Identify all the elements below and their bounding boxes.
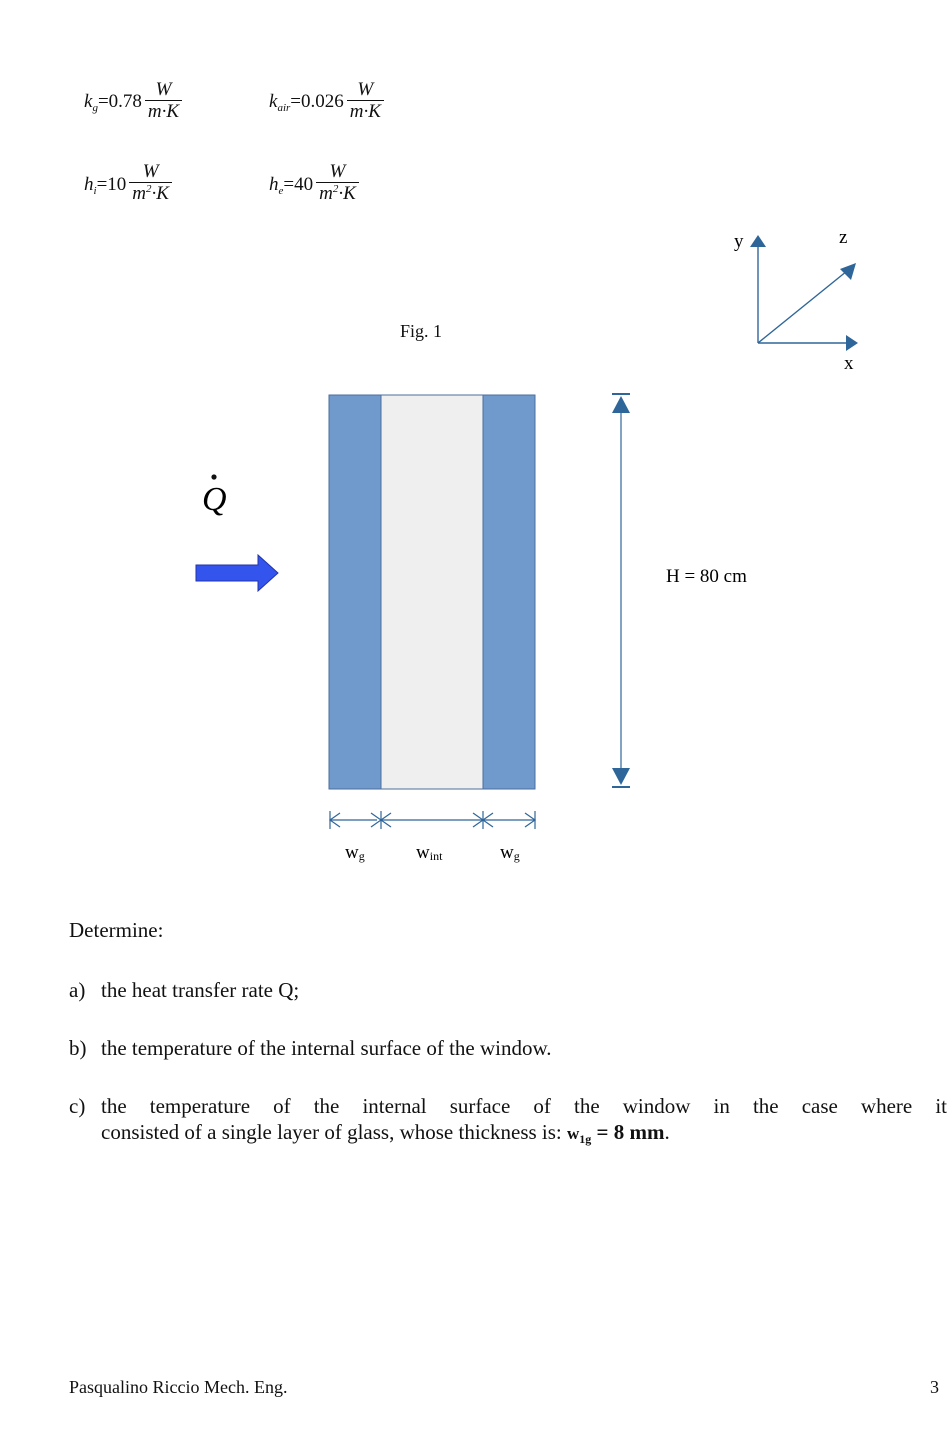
formula-hi-sub: i bbox=[93, 184, 97, 197]
formula-hi-den-post: ·K bbox=[151, 183, 169, 204]
formula-hi-fraction bbox=[129, 162, 172, 207]
formula-kair bbox=[269, 80, 384, 123]
question-c-line1: the temperature of the internal surface of the window in the case where it bbox=[101, 1094, 947, 1118]
formula-kg-numerator: W bbox=[155, 79, 172, 100]
formula-kair-symbol: k bbox=[269, 90, 278, 112]
formula-hi-numerator: W bbox=[142, 161, 159, 182]
y-axis-arrowhead bbox=[750, 235, 766, 247]
window-figure bbox=[180, 385, 780, 875]
question-a-text: the heat transfer rate Q; bbox=[101, 978, 300, 1002]
formula-he-sub: e bbox=[278, 184, 284, 197]
glass-layer-left bbox=[329, 395, 381, 789]
question-c-line2: consisted of a single layer of glass, whose thickness is: bbox=[101, 1120, 562, 1144]
formula-he-den-sup: 2 bbox=[332, 183, 339, 195]
formula-hi-den-base: m bbox=[132, 183, 147, 204]
height-dim-top-arrowhead bbox=[612, 396, 630, 413]
formula-hi bbox=[84, 162, 172, 207]
formula-he-denominator bbox=[316, 182, 359, 207]
question-b bbox=[69, 1036, 552, 1061]
question-c-line1-row bbox=[69, 1094, 947, 1119]
question-a-marker: a) bbox=[69, 978, 86, 1002]
formula-kg-sub: g bbox=[92, 101, 98, 114]
formula-kg-den: m·K bbox=[147, 101, 180, 122]
formula-he bbox=[269, 162, 359, 207]
formula-hi-den-sup: 2 bbox=[146, 183, 152, 195]
formula-kg-symbol: k bbox=[84, 90, 93, 112]
x-axis-arrowhead bbox=[846, 335, 858, 351]
formula-kair-numerator: W bbox=[357, 79, 374, 100]
z-axis-arrowhead bbox=[840, 263, 856, 280]
formula-kg-value: =0.78 bbox=[97, 90, 142, 112]
wg-right-label: wg bbox=[500, 842, 520, 863]
formula-kg-denominator bbox=[145, 100, 182, 123]
formula-kg bbox=[84, 80, 182, 123]
formula-he-symbol: h bbox=[269, 173, 279, 195]
wg-left-label: wg bbox=[345, 842, 365, 863]
question-c-var bbox=[567, 1120, 591, 1144]
formula-hi-symbol: h bbox=[84, 173, 94, 195]
question-c-var-base: w bbox=[567, 1124, 580, 1143]
height-label: H = 80 cm bbox=[666, 566, 747, 587]
page-number: 3 bbox=[930, 1377, 939, 1397]
x-axis-label: x bbox=[844, 353, 854, 374]
formula-he-fraction bbox=[316, 162, 359, 207]
z-axis-label: z bbox=[839, 227, 848, 248]
y-axis-label: y bbox=[734, 231, 744, 252]
question-b-marker: b) bbox=[69, 1036, 87, 1060]
formula-he-numerator: W bbox=[329, 161, 346, 182]
heat-rate-dot bbox=[211, 474, 216, 479]
formula-kair-fraction bbox=[347, 80, 384, 123]
formula-hi-value: =10 bbox=[96, 173, 127, 195]
width-dimension-lines bbox=[330, 811, 535, 829]
z-axis-line bbox=[758, 271, 847, 343]
formula-he-value: =40 bbox=[283, 173, 314, 195]
question-a bbox=[69, 978, 299, 1003]
height-dim-bottom-arrowhead bbox=[612, 768, 630, 785]
determine-heading: Determine: bbox=[69, 918, 164, 942]
formula-kair-den: m·K bbox=[349, 101, 381, 122]
question-c-marker: c) bbox=[69, 1094, 86, 1118]
footer-author: Pasqualino Riccio Mech. Eng. bbox=[69, 1377, 288, 1397]
heat-flow-arrow bbox=[196, 555, 278, 591]
formula-kair-sub: air bbox=[277, 101, 291, 114]
glass-layer-right bbox=[483, 395, 535, 789]
heat-rate-symbol: Q bbox=[202, 481, 227, 518]
question-c-value: = 8 mm bbox=[596, 1120, 665, 1144]
formula-hi-denominator bbox=[129, 182, 172, 207]
formula-he-den-base: m bbox=[319, 183, 333, 204]
coordinate-axes-diagram bbox=[725, 225, 875, 375]
formula-kair-value: =0.026 bbox=[290, 90, 344, 112]
question-b-text: the temperature of the internal surface of the window. bbox=[101, 1036, 552, 1060]
formula-kair-denominator bbox=[347, 100, 384, 123]
question-c-line2-row bbox=[69, 1120, 938, 1145]
formula-kg-fraction bbox=[145, 80, 182, 123]
question-c-end: . bbox=[664, 1120, 670, 1144]
formula-he-den-post: ·K bbox=[338, 183, 356, 204]
air-gap-layer bbox=[381, 395, 483, 789]
question-c-var-sub: 1g bbox=[579, 1132, 592, 1146]
question-c bbox=[69, 1094, 947, 1146]
figure-caption: Fig. 1 bbox=[400, 321, 443, 341]
wint-label: wint bbox=[416, 842, 443, 863]
